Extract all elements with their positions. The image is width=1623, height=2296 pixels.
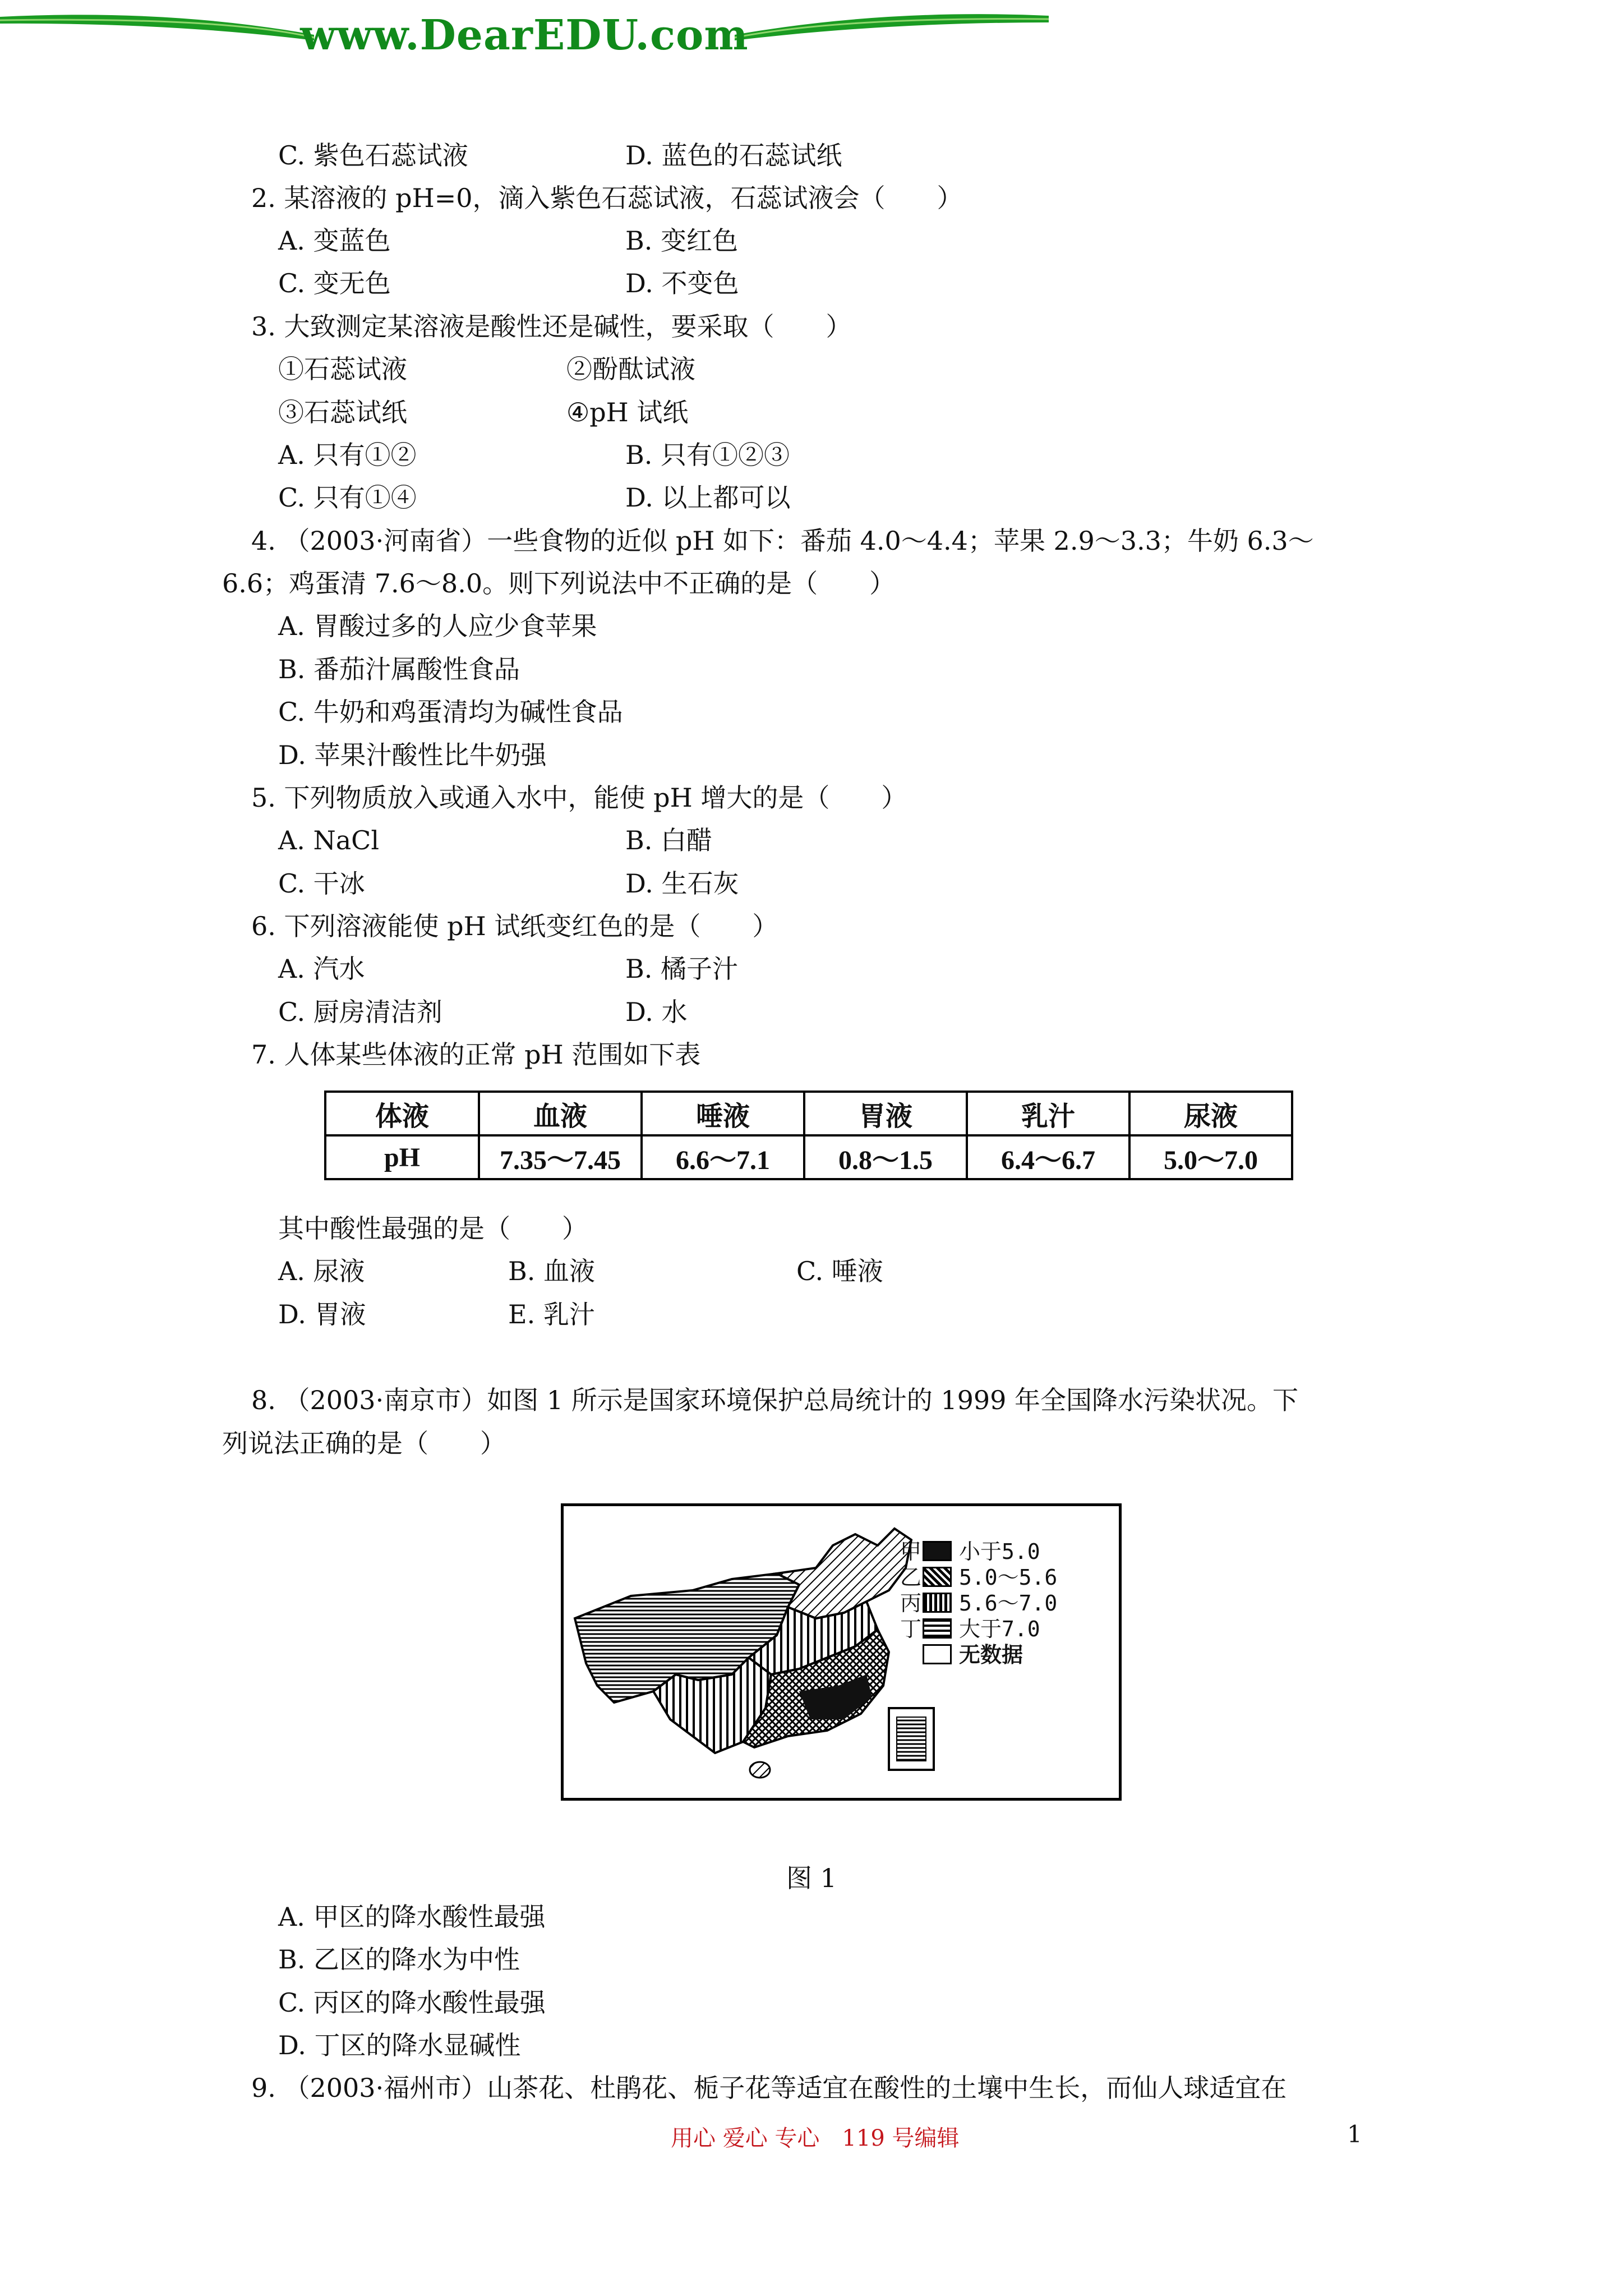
q7-prompt: 其中酸性最强的是（ ） (278, 1213, 588, 1244)
q4-option-c: C. 牛奶和鸡蛋清均为碱性食品 (278, 697, 623, 727)
q3-item-4: ④pH 试纸 (566, 397, 689, 427)
table-cell: 6.4～6.7 (967, 1135, 1129, 1179)
question-5: 5. 下列物质放入或通入水中，能使 pH 增大的是（ ） (251, 783, 907, 813)
q4-option-a: A. 胃酸过多的人应少食苹果 (278, 611, 597, 641)
legend-label: 5.6～7.0 (959, 1591, 1058, 1616)
table-cell: pH (325, 1135, 479, 1179)
legend-label: 5.0～5.6 (959, 1565, 1058, 1590)
q3-option-c: C. 只有①④ (278, 482, 417, 513)
ph-table (324, 1091, 1293, 1180)
question-3: 3. 大致测定某溶液是酸性还是碱性，要采取（ ） (251, 311, 852, 342)
figure-caption: 图 1 (786, 1863, 837, 1893)
table-header-cell: 唾液 (642, 1092, 804, 1135)
legend-label: 小于5.0 (959, 1539, 1040, 1564)
q7-option-a: A. 尿液 (278, 1256, 365, 1286)
legend-mark: 乙 (900, 1565, 922, 1590)
q2-option-b: B. 变红色 (625, 226, 739, 256)
q8-option-d: D. 丁区的降水显碱性 (278, 2030, 521, 2060)
table-header-cell: 乳汁 (967, 1092, 1129, 1135)
table-cell: 6.6～7.1 (642, 1135, 804, 1179)
q3-item-3: ③石蕊试纸 (278, 397, 407, 427)
q8-option-b: B. 乙区的降水为中性 (278, 1944, 520, 1975)
question-8-line-1: 8. （2003·南京市）如图 1 所示是国家环境保护总局统计的 1999 年全国降水污染状况。下 (251, 1385, 1299, 1415)
table-header-row (325, 1092, 1292, 1135)
q6-option-a: A. 汽水 (278, 954, 365, 984)
q6-option-c: C. 厨房清洁剂 (278, 997, 442, 1027)
site-header (0, 0, 1049, 67)
table-cell: 5.0～7.0 (1129, 1135, 1292, 1179)
q7-option-b: B. 血液 (508, 1256, 596, 1286)
q1-option-d: D. 蓝色的石蕊试纸 (625, 140, 842, 171)
rain-ph-map (561, 1503, 1122, 1801)
q7-option-c: C. 唾液 (796, 1256, 883, 1286)
table-header-cell: 体液 (325, 1092, 479, 1135)
q3-item-2: ②酚酞试液 (566, 354, 695, 384)
table-row (325, 1135, 1292, 1179)
q1-option-c: C. 紫色石蕊试液 (278, 140, 468, 171)
question-9-line-1: 9. （2003·福州市）山茶花、杜鹃花、栀子花等适宜在酸性的土壤中生长，而仙人球适宜在 (251, 2073, 1287, 2103)
q5-option-d: D. 生石灰 (625, 868, 739, 899)
question-8-line-2: 列说法正确的是（ ） (222, 1428, 506, 1458)
table-header-cell: 尿液 (1129, 1092, 1292, 1135)
q3-item-1: ①石蕊试液 (278, 354, 407, 384)
q4-option-d: D. 苹果汁酸性比牛奶强 (278, 740, 547, 770)
footer-editor-note: 用心 爱心 专心 119 号编辑 (671, 2125, 960, 2151)
legend-mark: 甲 (900, 1539, 922, 1564)
legend-label: 大于7.0 (959, 1617, 1040, 1641)
question-2: 2. 某溶液的 pH=0，滴入紫色石蕊试液，石蕊试液会（ ） (251, 183, 963, 213)
q3-option-b: B. 只有①②③ (625, 440, 790, 470)
question-4-line-2: 6.6；鸡蛋清 7.6～8.0。则下列说法中不正确的是（ ） (222, 568, 896, 599)
question-6: 6. 下列溶液能使 pH 试纸变红色的是（ ） (251, 911, 778, 941)
q8-option-c: C. 丙区的降水酸性最强 (278, 1987, 546, 2018)
q6-option-d: D. 水 (625, 997, 688, 1027)
table-cell: 7.35～7.45 (479, 1135, 642, 1179)
legend-swatch-5-5.6 (923, 1567, 952, 1587)
site-title[interactable]: www.DearEDU.com (300, 11, 749, 59)
legend-swatch-5.6-7 (923, 1593, 952, 1613)
q2-option-d: D. 不变色 (625, 268, 739, 298)
legend-mark: 丙 (900, 1591, 922, 1616)
question-4-line-1: 4. （2003·河南省）一些食物的近似 pH 如下：番茄 4.0～4.4；苹果 2.9～3.3；牛奶 6.3～ (251, 526, 1314, 556)
q2-option-c: C. 变无色 (278, 268, 391, 298)
page-number: 1 (1347, 2120, 1362, 2148)
q5-option-a: A. NaCl (278, 825, 380, 855)
table-cell: 0.8～1.5 (804, 1135, 967, 1179)
legend-swatch-no-data (923, 1644, 952, 1664)
q6-option-b: B. 橘子汁 (625, 954, 739, 984)
q7-option-e: E. 乳汁 (508, 1299, 595, 1329)
legend-label: 无数据 (959, 1642, 1023, 1667)
q7-option-d: D. 胃液 (278, 1299, 366, 1329)
q5-option-c: C. 干冰 (278, 868, 365, 899)
legend-swatch-gt7 (923, 1618, 952, 1639)
q4-option-b: B. 番茄汁属酸性食品 (278, 654, 520, 684)
table-header-cell: 胃液 (804, 1092, 967, 1135)
legend-swatch-lt5 (923, 1541, 952, 1561)
question-7: 7. 人体某些体液的正常 pH 范围如下表 (251, 1039, 701, 1070)
table-header-cell: 血液 (479, 1092, 642, 1135)
legend-mark: 丁 (900, 1617, 922, 1641)
q2-option-a: A. 变蓝色 (278, 226, 391, 256)
q3-option-d: D. 以上都可以 (625, 482, 791, 513)
q3-option-a: A. 只有①② (278, 440, 417, 470)
q8-option-a: A. 甲区的降水酸性最强 (278, 1902, 546, 1932)
q5-option-b: B. 白醋 (625, 825, 713, 855)
